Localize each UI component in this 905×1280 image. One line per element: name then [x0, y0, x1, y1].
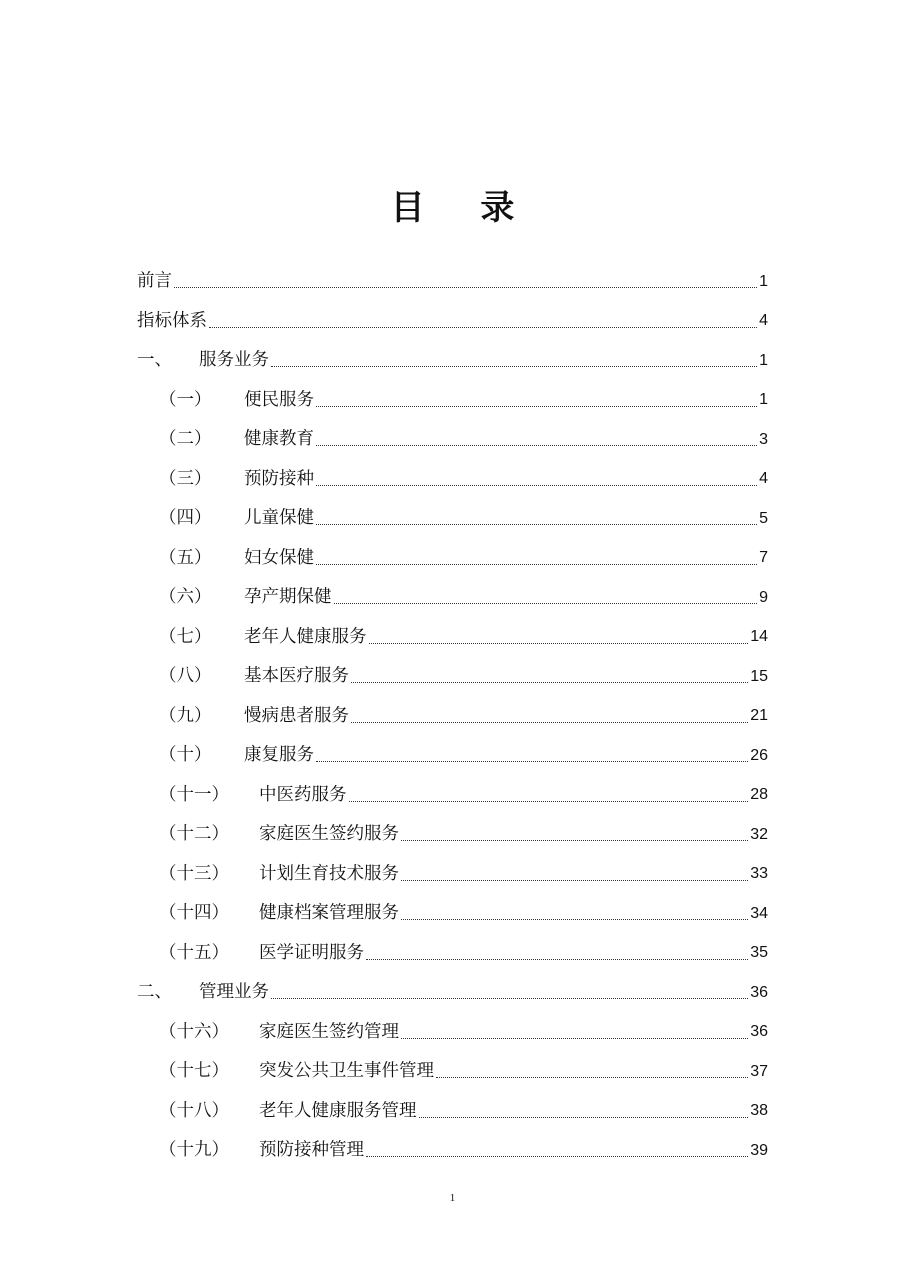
toc-dot-leader	[271, 998, 748, 999]
toc-entry-label: 管理业务	[199, 982, 269, 1002]
toc-entry-label: 妇女保健	[244, 547, 314, 568]
toc-entry-page-number: 38	[750, 1102, 768, 1120]
toc-entry[interactable]	[137, 539, 768, 579]
toc-entry-page-number: 35	[750, 944, 768, 962]
toc-dot-leader	[174, 287, 757, 288]
toc-entry-label: 儿童保健	[244, 508, 314, 528]
toc-entry-page-number: 14	[750, 628, 768, 646]
toc-entry[interactable]	[137, 1131, 768, 1171]
toc-entry-page-number: 36	[750, 983, 768, 1001]
toc-entry-number: （二）	[159, 429, 212, 449]
toc-entry-number: （十八）	[159, 1100, 229, 1121]
toc-entry-label: 家庭医生签约服务	[259, 824, 399, 844]
toc-entry[interactable]	[137, 578, 768, 618]
toc-entry-number: （十四）	[159, 903, 229, 923]
toc-dot-leader	[334, 603, 758, 604]
toc-dot-leader	[316, 406, 757, 407]
toc-entry-page-number: 21	[750, 707, 768, 725]
toc-entry-number: （十七）	[159, 1061, 229, 1081]
toc-entry-number: （四）	[159, 508, 212, 528]
toc-entry-label: 指标体系	[137, 310, 207, 331]
toc-entry-page-number: 36	[750, 1023, 768, 1041]
toc-entry-number: 二、	[137, 982, 172, 1002]
toc-entry-label: 服务业务	[199, 350, 269, 370]
toc-dot-leader	[271, 366, 757, 367]
page-number-footer: 1	[449, 1192, 456, 1204]
toc-entry-page-number: 34	[750, 904, 768, 922]
toc-entry-number: （十六）	[159, 1021, 229, 1042]
toc-entry-label: 医学证明服务	[259, 942, 364, 963]
toc-entry-label: 健康教育	[244, 429, 314, 449]
toc-entry-page-number: 32	[750, 825, 768, 843]
toc-dot-leader	[401, 919, 748, 920]
toc-dot-leader	[401, 840, 748, 841]
toc-entry-label: 计划生育技术服务	[259, 863, 399, 884]
toc-dot-leader	[369, 643, 749, 644]
toc-entry[interactable]	[137, 262, 768, 302]
toc-entry[interactable]	[137, 341, 768, 381]
toc-dot-leader	[316, 445, 757, 446]
toc-entry-label: 便民服务	[244, 389, 314, 410]
toc-entry[interactable]	[137, 499, 768, 539]
toc-dot-leader	[316, 564, 757, 565]
toc-entry-label: 老年人健康服务	[244, 626, 367, 647]
toc-dot-leader	[209, 327, 757, 328]
toc-entry[interactable]	[137, 618, 768, 658]
page-title: 目 录	[390, 188, 537, 228]
toc-entry-number: （六）	[159, 587, 212, 607]
toc-entry-label: 中医药服务	[259, 784, 347, 805]
toc-dot-leader	[349, 801, 749, 802]
toc-entry[interactable]	[137, 381, 768, 421]
toc-dot-leader	[316, 485, 757, 486]
toc-entry-page-number: 28	[750, 786, 768, 804]
toc-entry[interactable]	[137, 1052, 768, 1092]
toc-dot-leader	[351, 682, 748, 683]
toc-entry-number: （五）	[159, 547, 212, 568]
toc-dot-leader	[351, 722, 748, 723]
toc-entry-page-number: 4	[759, 312, 768, 330]
toc-entry-label: 孕产期保健	[244, 587, 332, 607]
toc-dot-leader	[316, 761, 748, 762]
toc-entry[interactable]	[137, 460, 768, 500]
toc-dot-leader	[419, 1117, 749, 1118]
toc-entry-page-number: 4	[759, 470, 768, 488]
toc-entry[interactable]	[137, 855, 768, 895]
toc-entry-page-number: 15	[750, 667, 768, 685]
toc-entry[interactable]	[137, 302, 768, 342]
toc-entry-page-number: 33	[750, 865, 768, 883]
toc-entry[interactable]	[137, 973, 768, 1013]
toc-entry-label: 康复服务	[244, 745, 314, 765]
toc-entry-number: （十一）	[159, 784, 229, 805]
toc-entry-label: 家庭医生签约管理	[259, 1021, 399, 1042]
toc-dot-leader	[366, 959, 748, 960]
table-of-contents	[137, 262, 768, 1171]
toc-entry-label: 前言	[137, 271, 172, 291]
toc-entry-label: 慢病患者服务	[244, 705, 349, 726]
toc-entry-page-number: 39	[750, 1141, 768, 1159]
toc-entry-page-number: 1	[759, 272, 768, 290]
toc-entry-label: 突发公共卫生事件管理	[259, 1061, 434, 1081]
toc-entry-label: 预防接种	[244, 468, 314, 489]
toc-entry-page-number: 1	[759, 351, 768, 369]
toc-entry-page-number: 26	[750, 746, 768, 764]
toc-entry-page-number: 37	[750, 1062, 768, 1080]
toc-entry-number: 一、	[137, 350, 172, 370]
toc-entry-number: （十）	[159, 745, 212, 765]
toc-entry[interactable]	[137, 1092, 768, 1132]
toc-entry[interactable]	[137, 815, 768, 855]
toc-entry[interactable]	[137, 934, 768, 974]
toc-entry[interactable]	[137, 894, 768, 934]
toc-entry[interactable]	[137, 736, 768, 776]
toc-dot-leader	[436, 1077, 748, 1078]
toc-entry-label: 老年人健康服务管理	[259, 1100, 417, 1121]
toc-dot-leader	[316, 524, 757, 525]
toc-entry-page-number: 1	[759, 391, 768, 409]
toc-entry-number: （十九）	[159, 1140, 229, 1160]
toc-entry-number: （三）	[159, 468, 212, 489]
toc-dot-leader	[366, 1156, 748, 1157]
toc-entry-label: 预防接种管理	[259, 1140, 364, 1160]
toc-entry-number: （九）	[159, 705, 212, 726]
toc-entry-page-number: 7	[759, 549, 768, 567]
toc-entry-page-number: 3	[759, 430, 768, 448]
toc-entry-number: （一）	[159, 389, 212, 410]
toc-entry[interactable]	[137, 420, 768, 460]
toc-entry[interactable]	[137, 657, 768, 697]
toc-entry-page-number: 5	[759, 509, 768, 527]
toc-entry[interactable]	[137, 1013, 768, 1053]
toc-entry-number: （十二）	[159, 824, 229, 844]
toc-entry-number: （十五）	[159, 942, 229, 963]
toc-entry[interactable]	[137, 697, 768, 737]
toc-entry-number: （八）	[159, 666, 212, 686]
toc-entry-label: 健康档案管理服务	[259, 903, 399, 923]
toc-entry[interactable]	[137, 776, 768, 816]
toc-entry-number: （七）	[159, 626, 212, 647]
toc-dot-leader	[401, 1038, 748, 1039]
toc-dot-leader	[401, 880, 748, 881]
toc-entry-number: （十三）	[159, 863, 229, 884]
toc-entry-label: 基本医疗服务	[244, 666, 349, 686]
toc-entry-page-number: 9	[759, 588, 768, 606]
